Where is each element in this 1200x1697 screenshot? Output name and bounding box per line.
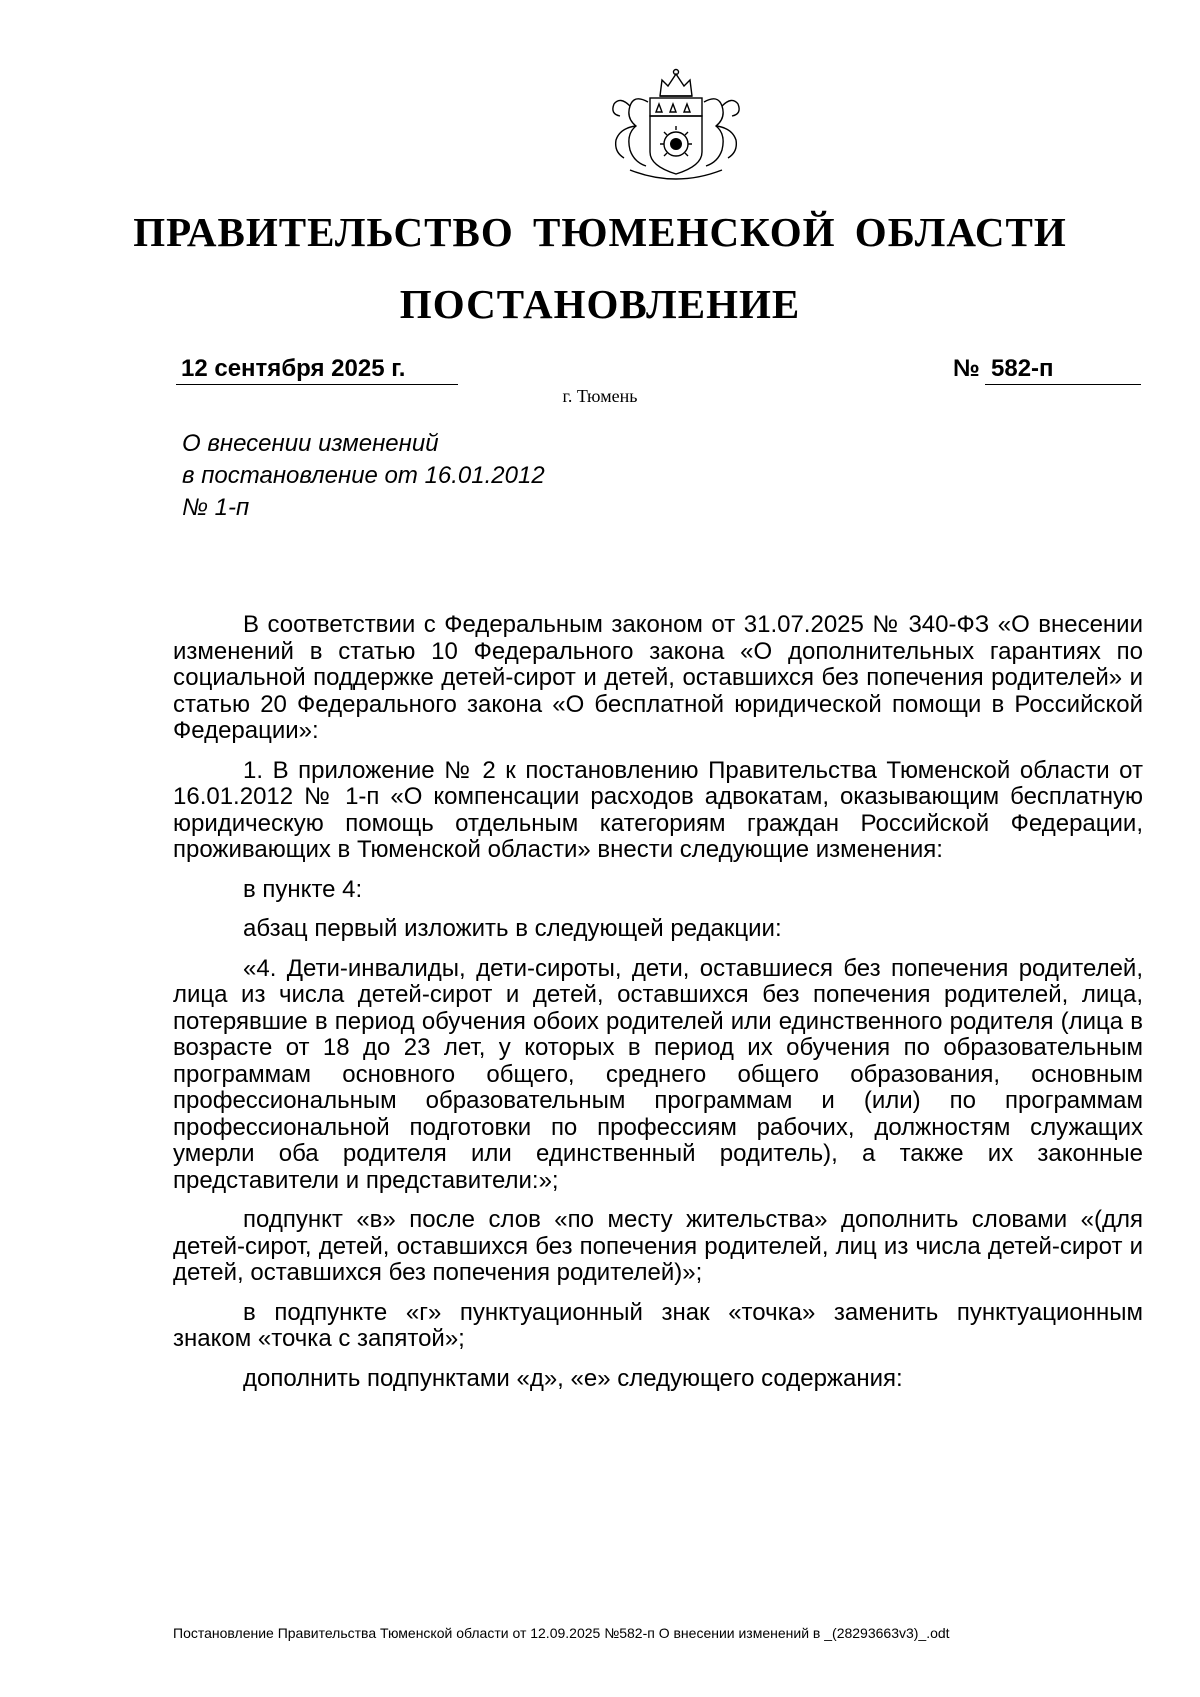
body-paragraph: дополнить подпунктами «д», «е» следующего содержания: <box>243 1364 903 1392</box>
body-paragraph: подпункт «в» после слов «по месту жительства» дополнить словами «(для детей-сирот, детей, оставшихся без попечения родителей, лиц из числа детей-сирот и детей, оставшихся без попечения родителей)»; <box>173 1206 1143 1286</box>
organization-title: ПРАВИТЕЛЬСТВО ТЮМЕНСКОЙ ОБЛАСТИ <box>133 209 1067 255</box>
subject-line: в постановление от 16.01.2012 <box>182 462 545 489</box>
body-paragraph: абзац первый изложить в следующей редакции: <box>243 915 782 942</box>
subject-line: О внесении изменений <box>182 430 439 457</box>
subject-line: № 1-п <box>182 494 250 521</box>
body-paragraph: в подпункте «г» пунктуационный знак «точка» заменить пунктуационным знаком «точка с запятой»; <box>173 1298 1143 1352</box>
document-type-title: ПОСТАНОВЛЕНИЕ <box>399 281 801 327</box>
body-paragraph: 1. В приложение № 2 к постановлению Правительства Тюменской области от 16.01.2012 № 1-п «О компенсации расходов адвокатам, оказывающим бесплатную юридическую помощь отдельным категориям граждан Российской Федерации, проживающих в Тюменской области» внести следующие изменения: <box>173 756 1143 863</box>
coat-of-arms-icon <box>590 66 762 182</box>
body-paragraph: «4. Дети-инвалиды, дети-сироты, дети, оставшиеся без попечения родителей, лица из числа детей-сирот и детей, оставшихся без попечения родителей, лица, потерявшие в период обучения обоих родителей или единственного родителя (лица в возрасте от 18 до 23 лет, у которых в период их обучения по образовательным программам основного общего, среднего общего образования, основным профессиональным образовательным программам и (или) по программам профессиональной подготовки по профессиям рабочих, должностям служащих умерли оба родителя или единственный родитель), а также их законные представители и представители:»; <box>173 954 1143 1194</box>
document-city: г. Тюмень <box>562 386 638 406</box>
document-number: 582-п <box>985 354 1141 385</box>
document-subject <box>182 428 545 524</box>
document-number-label: № <box>953 355 980 382</box>
page-footer: Постановление Правительства Тюменской области от 12.09.2025 №582-п О внесении изменений в _(28293663v3)_.odt <box>173 1625 950 1641</box>
body-paragraph: в пункте 4: <box>243 875 363 903</box>
document-date: 12 сентября 2025 г. <box>176 354 458 385</box>
document-body <box>173 612 1143 1405</box>
body-paragraph: В соответствии с Федеральным законом от 31.07.2025 № 340-ФЗ «О внесении изменений в статью 10 Федерального закона «О дополнительных гарантиях по социальной поддержке детей-сирот и детей, оставшихся без попечения родителей» и статью 20 Федерального закона «О бесплатной юридической помощи в Российской Федерации»: <box>173 611 1143 744</box>
